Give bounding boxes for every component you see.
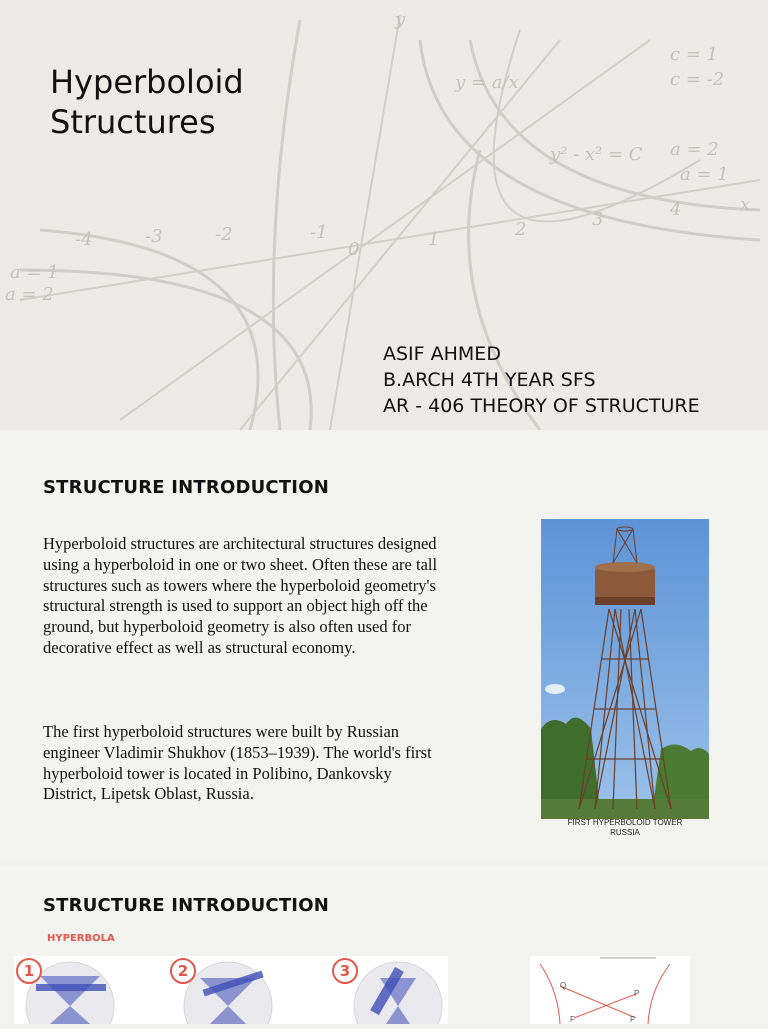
label-p: P xyxy=(634,989,640,998)
axis-x-label: x xyxy=(740,194,751,215)
tick: 1 xyxy=(428,229,440,250)
hyperbola-geometry-figure xyxy=(530,956,690,1024)
tower-photo xyxy=(541,519,709,819)
eq-a1: a = 1 xyxy=(680,164,729,185)
cover-slide xyxy=(0,0,768,430)
author-name: ASIF AHMED xyxy=(383,343,501,365)
tick: 2 xyxy=(515,219,527,240)
caption-line-1: FIRST HYPERBOLOID TOWER xyxy=(567,818,683,827)
tick: 3 xyxy=(592,209,604,230)
photo-caption xyxy=(541,818,709,838)
eq-a2: a = 2 xyxy=(670,139,719,160)
tick: -3 xyxy=(145,226,163,247)
hyperbola-slide xyxy=(0,866,768,1024)
tick: -4 xyxy=(75,229,93,250)
author-block xyxy=(383,341,700,419)
eq-c2: c = -2 xyxy=(670,69,725,90)
eq-hyperbola: y² - x² = C xyxy=(550,144,643,165)
author-course: AR - 406 THEORY OF STRUCTURE xyxy=(383,395,700,417)
caption-line-2: RUSSIA xyxy=(610,828,640,837)
eq-c1: c = 1 xyxy=(670,44,719,65)
section-heading: STRUCTURE INTRODUCTION xyxy=(43,477,329,498)
label-f1: F xyxy=(570,1015,575,1024)
step-3-badge: 3 xyxy=(332,958,358,984)
tick: -2 xyxy=(215,224,233,245)
title-line-2: Structures xyxy=(50,103,216,141)
axis-y-label: y xyxy=(395,9,406,30)
intro-slide xyxy=(0,430,768,860)
eq-y-a-x: y = a/x xyxy=(455,72,519,93)
tick: 4 xyxy=(670,199,682,220)
tick: -1 xyxy=(310,222,328,243)
page-title xyxy=(50,62,244,142)
section-heading-2: STRUCTURE INTRODUCTION xyxy=(43,895,329,916)
intro-paragraph-2: The first hyperboloid structures were built by Russian engineer Vladimir Shukhov (1853–1939). The world's first hyperboloid tower is located in Polibino, Dankovsky District, Lipetsk Oblast, Russia. xyxy=(43,722,432,804)
intro-paragraph-1: Hyperboloid structures are architectural structures designed using a hyperboloid in one or two sheet. Often these are tall structures such as towers where the hyperboloid geometry's structural strength is used to support an object high off the ground, but hyperboloid geometry is also often used for decorative effect as well as structural economy. xyxy=(43,534,438,657)
conic-sections-figure xyxy=(14,956,448,1024)
conic-sections-panel xyxy=(14,956,448,1024)
title-line-1: Hyperboloid xyxy=(50,63,244,101)
label-f2: F xyxy=(630,1015,635,1024)
eq-a1-left: a = 1 xyxy=(10,262,59,283)
hyperbola-label: HYPERBOLA xyxy=(47,933,115,944)
hyperbola-diagram xyxy=(530,956,690,1024)
step-2-badge: 2 xyxy=(170,958,196,984)
tick: 0 xyxy=(348,239,360,260)
label-q: Q xyxy=(560,981,567,990)
author-class: B.ARCH 4TH YEAR SFS xyxy=(383,369,596,391)
step-1-badge: 1 xyxy=(16,958,42,984)
eq-a2-left: a = 2 xyxy=(5,284,54,305)
